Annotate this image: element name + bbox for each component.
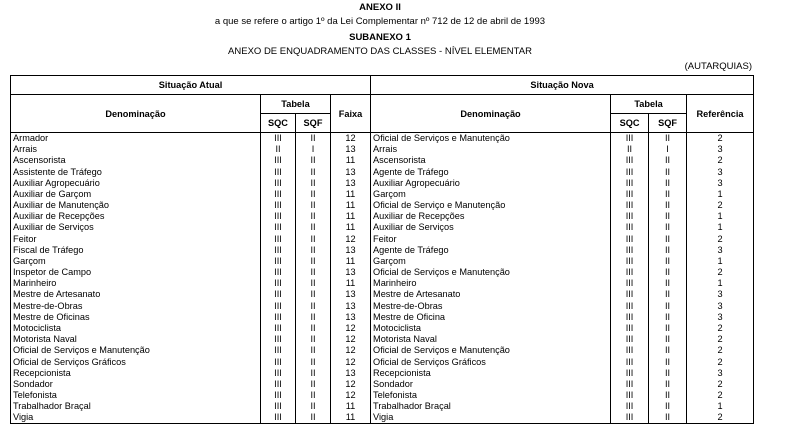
cell-sqf-nova: I (649, 144, 687, 155)
cell-denominacao-nova: Oficial de Serviços Gráficos (371, 356, 611, 367)
cell-faixa: 11 (331, 211, 371, 222)
cell-faixa: 11 (331, 278, 371, 289)
cell-sqf-atual: II (296, 312, 331, 323)
cell-denominacao-atual: Auxiliar de Serviços (11, 222, 261, 233)
cell-sqc-atual: III (261, 200, 296, 211)
cell-referencia: 1 (687, 211, 754, 222)
cell-denominacao-nova: Garçom (371, 256, 611, 267)
annex-subtitle: ANEXO DE ENQUADRAMENTO DAS CLASSES - NÍVEL ELEMENTAR (228, 46, 532, 57)
cell-faixa: 12 (331, 323, 371, 334)
cell-sqf-nova: II (649, 267, 687, 278)
table-row (11, 289, 754, 300)
cell-sqc-nova: III (611, 345, 649, 356)
cell-sqf-atual: II (296, 356, 331, 367)
cell-sqc-nova: III (611, 211, 649, 222)
cell-referencia: 2 (687, 234, 754, 245)
cell-sqc-atual: III (261, 345, 296, 356)
cell-sqf-nova: II (649, 345, 687, 356)
cell-sqf-nova: II (649, 390, 687, 401)
cell-sqc-atual: III (261, 401, 296, 412)
cell-sqc-atual: III (261, 323, 296, 334)
cell-denominacao-atual: Auxiliar Agropecuário (11, 178, 261, 189)
law-reference: a que se refere o artigo 1º da Lei Complementar nº 712 de 12 de abril de 1993 (214, 16, 546, 27)
table-row (11, 323, 754, 334)
header-sqc-atual: SQC (261, 114, 296, 133)
autarquias-tag: (AUTARQUIAS) (684, 61, 752, 72)
header-situacao-atual: Situação Atual (11, 76, 371, 95)
cell-referencia: 2 (687, 323, 754, 334)
cell-sqf-nova: II (649, 379, 687, 390)
cell-sqc-atual: III (261, 133, 296, 145)
cell-sqf-atual: II (296, 289, 331, 300)
table-row (11, 368, 754, 379)
cell-denominacao-atual: Vigia (11, 412, 261, 424)
table-row (11, 356, 754, 367)
cell-denominacao-atual: Trabalhador Braçal (11, 401, 261, 412)
cell-denominacao-nova: Auxiliar de Serviços (371, 222, 611, 233)
cell-faixa: 11 (331, 155, 371, 166)
cell-sqc-atual: III (261, 267, 296, 278)
cell-sqc-atual: III (261, 211, 296, 222)
cell-referencia: 3 (687, 301, 754, 312)
cell-sqf-atual: II (296, 379, 331, 390)
cell-denominacao-nova: Feitor (371, 234, 611, 245)
table-row (11, 144, 754, 155)
table-row (11, 345, 754, 356)
cell-sqf-atual: II (296, 167, 331, 178)
cell-sqf-atual: II (296, 401, 331, 412)
cell-faixa: 13 (331, 144, 371, 155)
cell-referencia: 1 (687, 256, 754, 267)
cell-sqc-atual: III (261, 278, 296, 289)
cell-faixa: 11 (331, 256, 371, 267)
cell-sqf-atual: II (296, 323, 331, 334)
cell-faixa: 12 (331, 379, 371, 390)
table-row (11, 278, 754, 289)
cell-sqf-nova: II (649, 256, 687, 267)
cell-sqf-atual: II (296, 390, 331, 401)
cell-sqc-atual: III (261, 356, 296, 367)
cell-denominacao-nova: Oficial de Serviços e Manutenção (371, 267, 611, 278)
cell-sqf-nova: II (649, 323, 687, 334)
cell-sqf-atual: II (296, 278, 331, 289)
cell-sqc-nova: III (611, 412, 649, 424)
header-tabela-atual: Tabela (261, 95, 331, 114)
cell-denominacao-atual: Motociclista (11, 323, 261, 334)
cell-denominacao-nova: Ascensorista (371, 155, 611, 166)
cell-denominacao-atual: Garçom (11, 256, 261, 267)
cell-sqc-atual: III (261, 390, 296, 401)
cell-sqc-nova: III (611, 301, 649, 312)
cell-sqf-nova: II (649, 222, 687, 233)
cell-faixa: 12 (331, 133, 371, 145)
cell-denominacao-atual: Mestre de Artesanato (11, 289, 261, 300)
cell-referencia: 2 (687, 379, 754, 390)
subannex-title: SUBANEXO 1 (349, 32, 411, 43)
cell-sqc-nova: III (611, 256, 649, 267)
cell-sqc-nova: III (611, 323, 649, 334)
cell-sqc-atual: III (261, 155, 296, 166)
cell-denominacao-nova: Auxiliar de Recepções (371, 211, 611, 222)
cell-faixa: 11 (331, 412, 371, 424)
cell-sqc-nova: III (611, 267, 649, 278)
cell-referencia: 3 (687, 178, 754, 189)
cell-denominacao-atual: Oficial de Serviços Gráficos (11, 356, 261, 367)
cell-sqf-nova: II (649, 133, 687, 145)
cell-sqf-nova: II (649, 245, 687, 256)
cell-sqf-atual: II (296, 234, 331, 245)
table-row (11, 334, 754, 345)
cell-sqf-nova: II (649, 401, 687, 412)
cell-sqf-atual: II (296, 178, 331, 189)
cell-sqc-atual: III (261, 334, 296, 345)
cell-sqf-atual: II (296, 368, 331, 379)
cell-faixa: 13 (331, 245, 371, 256)
cell-faixa: 11 (331, 222, 371, 233)
cell-sqc-atual: III (261, 189, 296, 200)
cell-referencia: 1 (687, 189, 754, 200)
cell-denominacao-atual: Telefonista (11, 390, 261, 401)
cell-sqf-nova: II (649, 234, 687, 245)
cell-faixa: 13 (331, 301, 371, 312)
header-sqf-atual: SQF (296, 114, 331, 133)
cell-faixa: 12 (331, 345, 371, 356)
cell-sqc-atual: III (261, 167, 296, 178)
cell-referencia: 1 (687, 222, 754, 233)
cell-denominacao-nova: Auxiliar Agropecuário (371, 178, 611, 189)
header-tabela-nova: Tabela (611, 95, 687, 114)
cell-referencia: 3 (687, 312, 754, 323)
cell-sqc-nova: III (611, 234, 649, 245)
cell-sqc-atual: III (261, 256, 296, 267)
cell-referencia: 2 (687, 356, 754, 367)
header-referencia: Referência (687, 95, 754, 133)
cell-sqf-nova: II (649, 289, 687, 300)
cell-denominacao-nova: Recepcionista (371, 368, 611, 379)
cell-sqf-atual: II (296, 412, 331, 424)
header-sqc-nova: SQC (611, 114, 649, 133)
cell-sqf-atual: II (296, 222, 331, 233)
header-situacao-nova: Situação Nova (371, 76, 754, 95)
cell-referencia: 2 (687, 390, 754, 401)
cell-sqc-nova: III (611, 155, 649, 166)
cell-denominacao-atual: Recepcionista (11, 368, 261, 379)
cell-referencia: 1 (687, 401, 754, 412)
cell-sqc-nova: III (611, 289, 649, 300)
cell-referencia: 2 (687, 133, 754, 145)
cell-denominacao-atual: Auxiliar de Garçom (11, 189, 261, 200)
cell-sqf-atual: II (296, 245, 331, 256)
table-row (11, 267, 754, 278)
cell-sqc-nova: III (611, 368, 649, 379)
cell-faixa: 12 (331, 390, 371, 401)
cell-sqc-atual: III (261, 412, 296, 424)
cell-faixa: 13 (331, 167, 371, 178)
annex-title: ANEXO II (359, 2, 401, 13)
cell-sqc-nova: III (611, 133, 649, 145)
cell-sqf-atual: II (296, 267, 331, 278)
table-row (11, 256, 754, 267)
cell-sqc-nova: III (611, 379, 649, 390)
cell-referencia: 2 (687, 334, 754, 345)
cell-denominacao-nova: Oficial de Serviços e Manutenção (371, 345, 611, 356)
cell-sqf-atual: II (296, 211, 331, 222)
cell-referencia: 3 (687, 167, 754, 178)
cell-denominacao-nova: Sondador (371, 379, 611, 390)
table-row (11, 390, 754, 401)
cell-faixa: 13 (331, 289, 371, 300)
cell-referencia: 3 (687, 289, 754, 300)
cell-sqc-nova: III (611, 245, 649, 256)
cell-referencia: 2 (687, 155, 754, 166)
table-row (11, 301, 754, 312)
cell-sqc-nova: III (611, 390, 649, 401)
table-row (11, 178, 754, 189)
cell-sqf-atual: II (296, 155, 331, 166)
cell-referencia: 3 (687, 245, 754, 256)
cell-sqc-atual: III (261, 178, 296, 189)
cell-sqc-nova: III (611, 167, 649, 178)
header-denominacao-nova: Denominação (371, 95, 611, 133)
cell-sqc-nova: III (611, 334, 649, 345)
table-row (11, 312, 754, 323)
cell-denominacao-atual: Inspetor de Campo (11, 267, 261, 278)
cell-denominacao-atual: Armador (11, 133, 261, 145)
cell-denominacao-nova: Oficial de Serviços e Manutenção (371, 133, 611, 145)
cell-faixa: 13 (331, 312, 371, 323)
cell-sqc-atual: II (261, 144, 296, 155)
table-row (11, 155, 754, 166)
header-faixa: Faixa (331, 95, 371, 133)
cell-faixa: 13 (331, 267, 371, 278)
cell-denominacao-nova: Mestre-de-Obras (371, 301, 611, 312)
cell-denominacao-nova: Garçom (371, 189, 611, 200)
cell-denominacao-atual: Oficial de Serviços e Manutenção (11, 345, 261, 356)
cell-sqf-nova: II (649, 301, 687, 312)
table-row (11, 412, 754, 424)
cell-sqf-nova: II (649, 167, 687, 178)
cell-sqf-nova: II (649, 278, 687, 289)
cell-sqf-nova: II (649, 356, 687, 367)
cell-sqf-nova: II (649, 155, 687, 166)
cell-sqc-nova: III (611, 401, 649, 412)
cell-sqc-atual: III (261, 379, 296, 390)
cell-sqf-nova: II (649, 334, 687, 345)
cell-denominacao-nova: Vigia (371, 412, 611, 424)
table-row (11, 245, 754, 256)
cell-sqc-nova: III (611, 356, 649, 367)
cell-denominacao-nova: Telefonista (371, 390, 611, 401)
table-row (11, 379, 754, 390)
cell-referencia: 2 (687, 200, 754, 211)
cell-sqf-atual: I (296, 144, 331, 155)
cell-sqc-atual: III (261, 368, 296, 379)
cell-faixa: 12 (331, 234, 371, 245)
cell-sqf-nova: II (649, 200, 687, 211)
cell-denominacao-atual: Auxiliar de Recepções (11, 211, 261, 222)
cell-denominacao-atual: Assistente de Tráfego (11, 167, 261, 178)
cell-denominacao-nova: Mestre de Artesanato (371, 289, 611, 300)
cell-faixa: 13 (331, 178, 371, 189)
cell-referencia: 2 (687, 412, 754, 424)
cell-denominacao-nova: Motorista Naval (371, 334, 611, 345)
cell-denominacao-nova: Motociclista (371, 323, 611, 334)
cell-referencia: 2 (687, 345, 754, 356)
cell-referencia: 3 (687, 144, 754, 155)
cell-denominacao-atual: Ascensorista (11, 155, 261, 166)
cell-sqf-atual: II (296, 345, 331, 356)
cell-denominacao-nova: Agente de Tráfego (371, 167, 611, 178)
table-row (11, 401, 754, 412)
cell-denominacao-atual: Mestre de Oficinas (11, 312, 261, 323)
cell-denominacao-atual: Auxiliar de Manutenção (11, 200, 261, 211)
cell-faixa: 11 (331, 189, 371, 200)
cell-sqc-nova: II (611, 144, 649, 155)
header-denominacao-atual: Denominação (11, 95, 261, 133)
cell-sqc-atual: III (261, 301, 296, 312)
cell-sqf-atual: II (296, 256, 331, 267)
cell-sqf-atual: II (296, 189, 331, 200)
cell-sqf-nova: II (649, 211, 687, 222)
cell-denominacao-atual: Fiscal de Tráfego (11, 245, 261, 256)
cell-sqf-nova: II (649, 178, 687, 189)
cell-denominacao-atual: Arrais (11, 144, 261, 155)
table-row (11, 211, 754, 222)
cell-faixa: 11 (331, 401, 371, 412)
cell-sqc-atual: III (261, 245, 296, 256)
cell-faixa: 11 (331, 200, 371, 211)
cell-sqc-nova: III (611, 312, 649, 323)
cell-sqf-nova: II (649, 412, 687, 424)
table-row (11, 133, 754, 145)
classification-table (10, 75, 754, 424)
table-body (11, 133, 754, 424)
cell-sqc-nova: III (611, 178, 649, 189)
table-row (11, 234, 754, 245)
cell-sqc-atual: III (261, 312, 296, 323)
cell-sqf-nova: II (649, 312, 687, 323)
cell-faixa: 12 (331, 356, 371, 367)
cell-denominacao-atual: Motorista Naval (11, 334, 261, 345)
cell-sqc-nova: III (611, 222, 649, 233)
cell-sqc-atual: III (261, 289, 296, 300)
cell-denominacao-nova: Marinheiro (371, 278, 611, 289)
cell-sqf-atual: II (296, 334, 331, 345)
cell-sqc-nova: III (611, 278, 649, 289)
table-row (11, 200, 754, 211)
table-row (11, 189, 754, 200)
cell-sqf-nova: II (649, 189, 687, 200)
cell-denominacao-nova: Mestre de Oficina (371, 312, 611, 323)
cell-faixa: 13 (331, 368, 371, 379)
cell-denominacao-nova: Oficial de Serviço e Manutenção (371, 200, 611, 211)
cell-referencia: 2 (687, 267, 754, 278)
cell-denominacao-atual: Sondador (11, 379, 261, 390)
cell-sqf-nova: II (649, 368, 687, 379)
cell-faixa: 12 (331, 334, 371, 345)
cell-sqc-atual: III (261, 234, 296, 245)
cell-denominacao-nova: Agente de Tráfego (371, 245, 611, 256)
cell-sqc-nova: III (611, 189, 649, 200)
cell-denominacao-nova: Trabalhador Braçal (371, 401, 611, 412)
cell-denominacao-nova: Arrais (371, 144, 611, 155)
table-row (11, 167, 754, 178)
cell-sqc-atual: III (261, 222, 296, 233)
cell-denominacao-atual: Feitor (11, 234, 261, 245)
cell-sqf-atual: II (296, 133, 331, 145)
cell-denominacao-atual: Marinheiro (11, 278, 261, 289)
cell-sqf-atual: II (296, 301, 331, 312)
cell-referencia: 3 (687, 368, 754, 379)
cell-sqc-nova: III (611, 200, 649, 211)
header-sqf-nova: SQF (649, 114, 687, 133)
cell-sqf-atual: II (296, 200, 331, 211)
table-row (11, 222, 754, 233)
cell-denominacao-atual: Mestre-de-Obras (11, 301, 261, 312)
cell-referencia: 1 (687, 278, 754, 289)
